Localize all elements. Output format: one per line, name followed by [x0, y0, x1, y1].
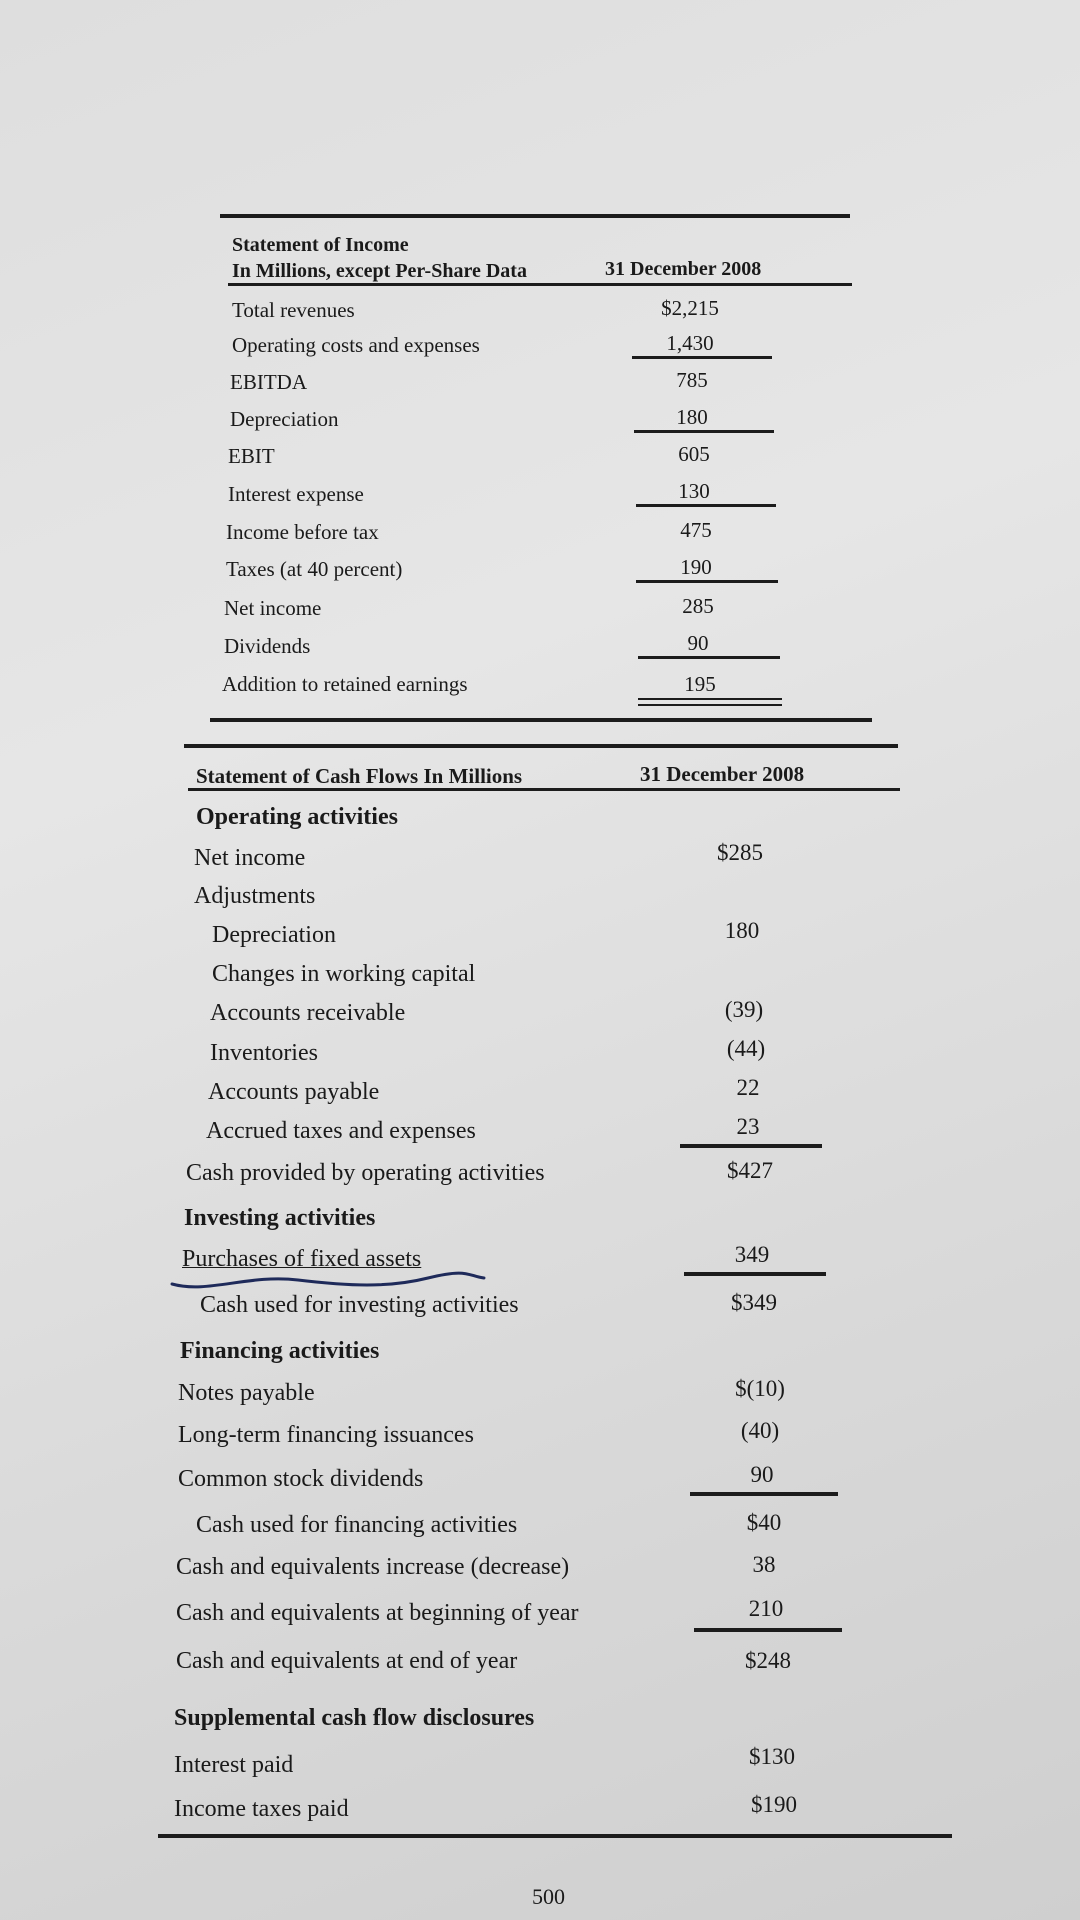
income-header-rule	[228, 283, 852, 286]
cashflow-bottom-rule	[158, 1834, 952, 1838]
income-row-label: EBITDA	[230, 370, 307, 394]
income-row-value: $2,215	[661, 296, 719, 320]
income-row-label: EBIT	[228, 444, 275, 468]
interest-paid-label: Interest paid	[174, 1752, 294, 1778]
income-subtotal-rule	[632, 356, 772, 359]
financing-heading: Financing activities	[180, 1338, 380, 1364]
income-row-label: Taxes (at 40 percent)	[226, 557, 403, 581]
income-row-value: 605	[678, 442, 710, 466]
income-row-label: Interest expense	[228, 482, 364, 506]
accrued-taxes-value: 23	[736, 1114, 760, 1139]
net-income-label: Net income	[194, 845, 306, 871]
accounts-payable-value: 22	[736, 1075, 760, 1100]
income-row-label: Total revenues	[232, 298, 355, 322]
income-row-label: Operating costs and expenses	[232, 333, 480, 357]
accounts-receivable-label: Accounts receivable	[210, 1000, 406, 1026]
inventories-value: (44)	[726, 1036, 766, 1061]
income-row-value: 285	[682, 594, 714, 618]
income-row-value: 195	[684, 672, 716, 696]
income-row-value: 475	[680, 518, 712, 542]
income-period: 31 December 2008	[605, 258, 762, 280]
income-row-value: 785	[676, 368, 708, 392]
cashflow-top-rule	[184, 744, 898, 748]
operating-total-label: Cash provided by operating activities	[186, 1160, 545, 1186]
investing-heading: Investing activities	[184, 1205, 376, 1231]
interest-paid-value: $130	[749, 1744, 795, 1769]
income-row-label: Net income	[224, 596, 322, 620]
income-subtotal-rule	[636, 504, 776, 507]
page-number: 500	[532, 1884, 565, 1909]
income-subtotal-rule	[636, 580, 778, 583]
income-top-rule	[220, 214, 850, 218]
income-row-value: 180	[676, 405, 708, 429]
income-subtotal-rule	[634, 430, 774, 433]
investing-total-label: Cash used for investing activities	[200, 1292, 519, 1318]
income-bottom-rule	[210, 718, 872, 722]
income-subtitle: In Millions, except Per-Share Data	[232, 260, 527, 282]
working-capital-label: Changes in working capital	[212, 961, 476, 987]
income-row-value: 190	[680, 555, 712, 579]
purchases-fixed-assets-label: Purchases of fixed assets	[182, 1246, 422, 1272]
income-row-value: 1,430	[666, 331, 714, 355]
notes-payable-value: $(10)	[735, 1376, 785, 1401]
supplemental-heading: Supplemental cash flow disclosures	[174, 1705, 535, 1731]
long-term-financing-value: (40)	[740, 1418, 780, 1443]
income-row-label: Income before tax	[226, 520, 379, 544]
cash-subtotal-rule	[694, 1628, 842, 1632]
income-row-label: Depreciation	[230, 407, 339, 431]
handwritten-underline	[168, 1264, 488, 1294]
investing-total-value: $349	[731, 1290, 777, 1315]
long-term-financing-label: Long-term financing issuances	[178, 1422, 474, 1448]
adjustments-label: Adjustments	[194, 883, 316, 909]
income-row-label: Addition to retained earnings	[222, 672, 468, 696]
inventories-label: Inventories	[210, 1040, 318, 1066]
cashflow-title: Statement of Cash Flows In Millions	[196, 764, 523, 788]
depreciation-label: Depreciation	[212, 922, 336, 948]
operating-heading: Operating activities	[196, 804, 398, 830]
net-income-value: $285	[717, 840, 763, 865]
income-total-double-rule	[638, 698, 782, 706]
income-row-label: Dividends	[224, 634, 311, 658]
notes-payable-label: Notes payable	[178, 1380, 315, 1406]
operating-subtotal-rule	[680, 1144, 822, 1148]
income-taxes-paid-value: $190	[751, 1792, 797, 1817]
income-row-value: 90	[687, 631, 709, 655]
income-title: Statement of Income	[232, 234, 409, 256]
financing-total-label: Cash used for financing activities	[196, 1512, 518, 1538]
cash-beginning-label: Cash and equivalents at beginning of year	[176, 1600, 579, 1626]
cash-change-label: Cash and equivalents increase (decrease)	[176, 1554, 570, 1580]
accrued-taxes-label: Accrued taxes and expenses	[206, 1118, 476, 1144]
cashflow-header-rule	[188, 788, 900, 791]
cash-change-value: 38	[752, 1552, 776, 1577]
income-subtotal-rule	[638, 656, 780, 659]
cashflow-period: 31 December 2008	[640, 762, 805, 786]
common-stock-dividends-value: 90	[750, 1462, 774, 1487]
cash-end-label: Cash and equivalents at end of year	[176, 1648, 518, 1674]
purchases-fixed-assets-value: 349	[734, 1242, 770, 1267]
common-stock-dividends-label: Common stock dividends	[178, 1466, 424, 1492]
investing-subtotal-rule	[684, 1272, 826, 1276]
depreciation-value: 180	[724, 918, 760, 943]
operating-total-value: $427	[727, 1158, 773, 1183]
accounts-payable-label: Accounts payable	[208, 1079, 380, 1105]
income-taxes-paid-label: Income taxes paid	[174, 1796, 349, 1822]
cash-beginning-value: 210	[748, 1596, 784, 1621]
financing-subtotal-rule	[690, 1492, 838, 1496]
accounts-receivable-value: (39)	[724, 997, 764, 1022]
financing-total-value: $40	[746, 1510, 782, 1535]
cash-end-value: $248	[745, 1648, 791, 1673]
income-row-value: 130	[678, 479, 710, 503]
